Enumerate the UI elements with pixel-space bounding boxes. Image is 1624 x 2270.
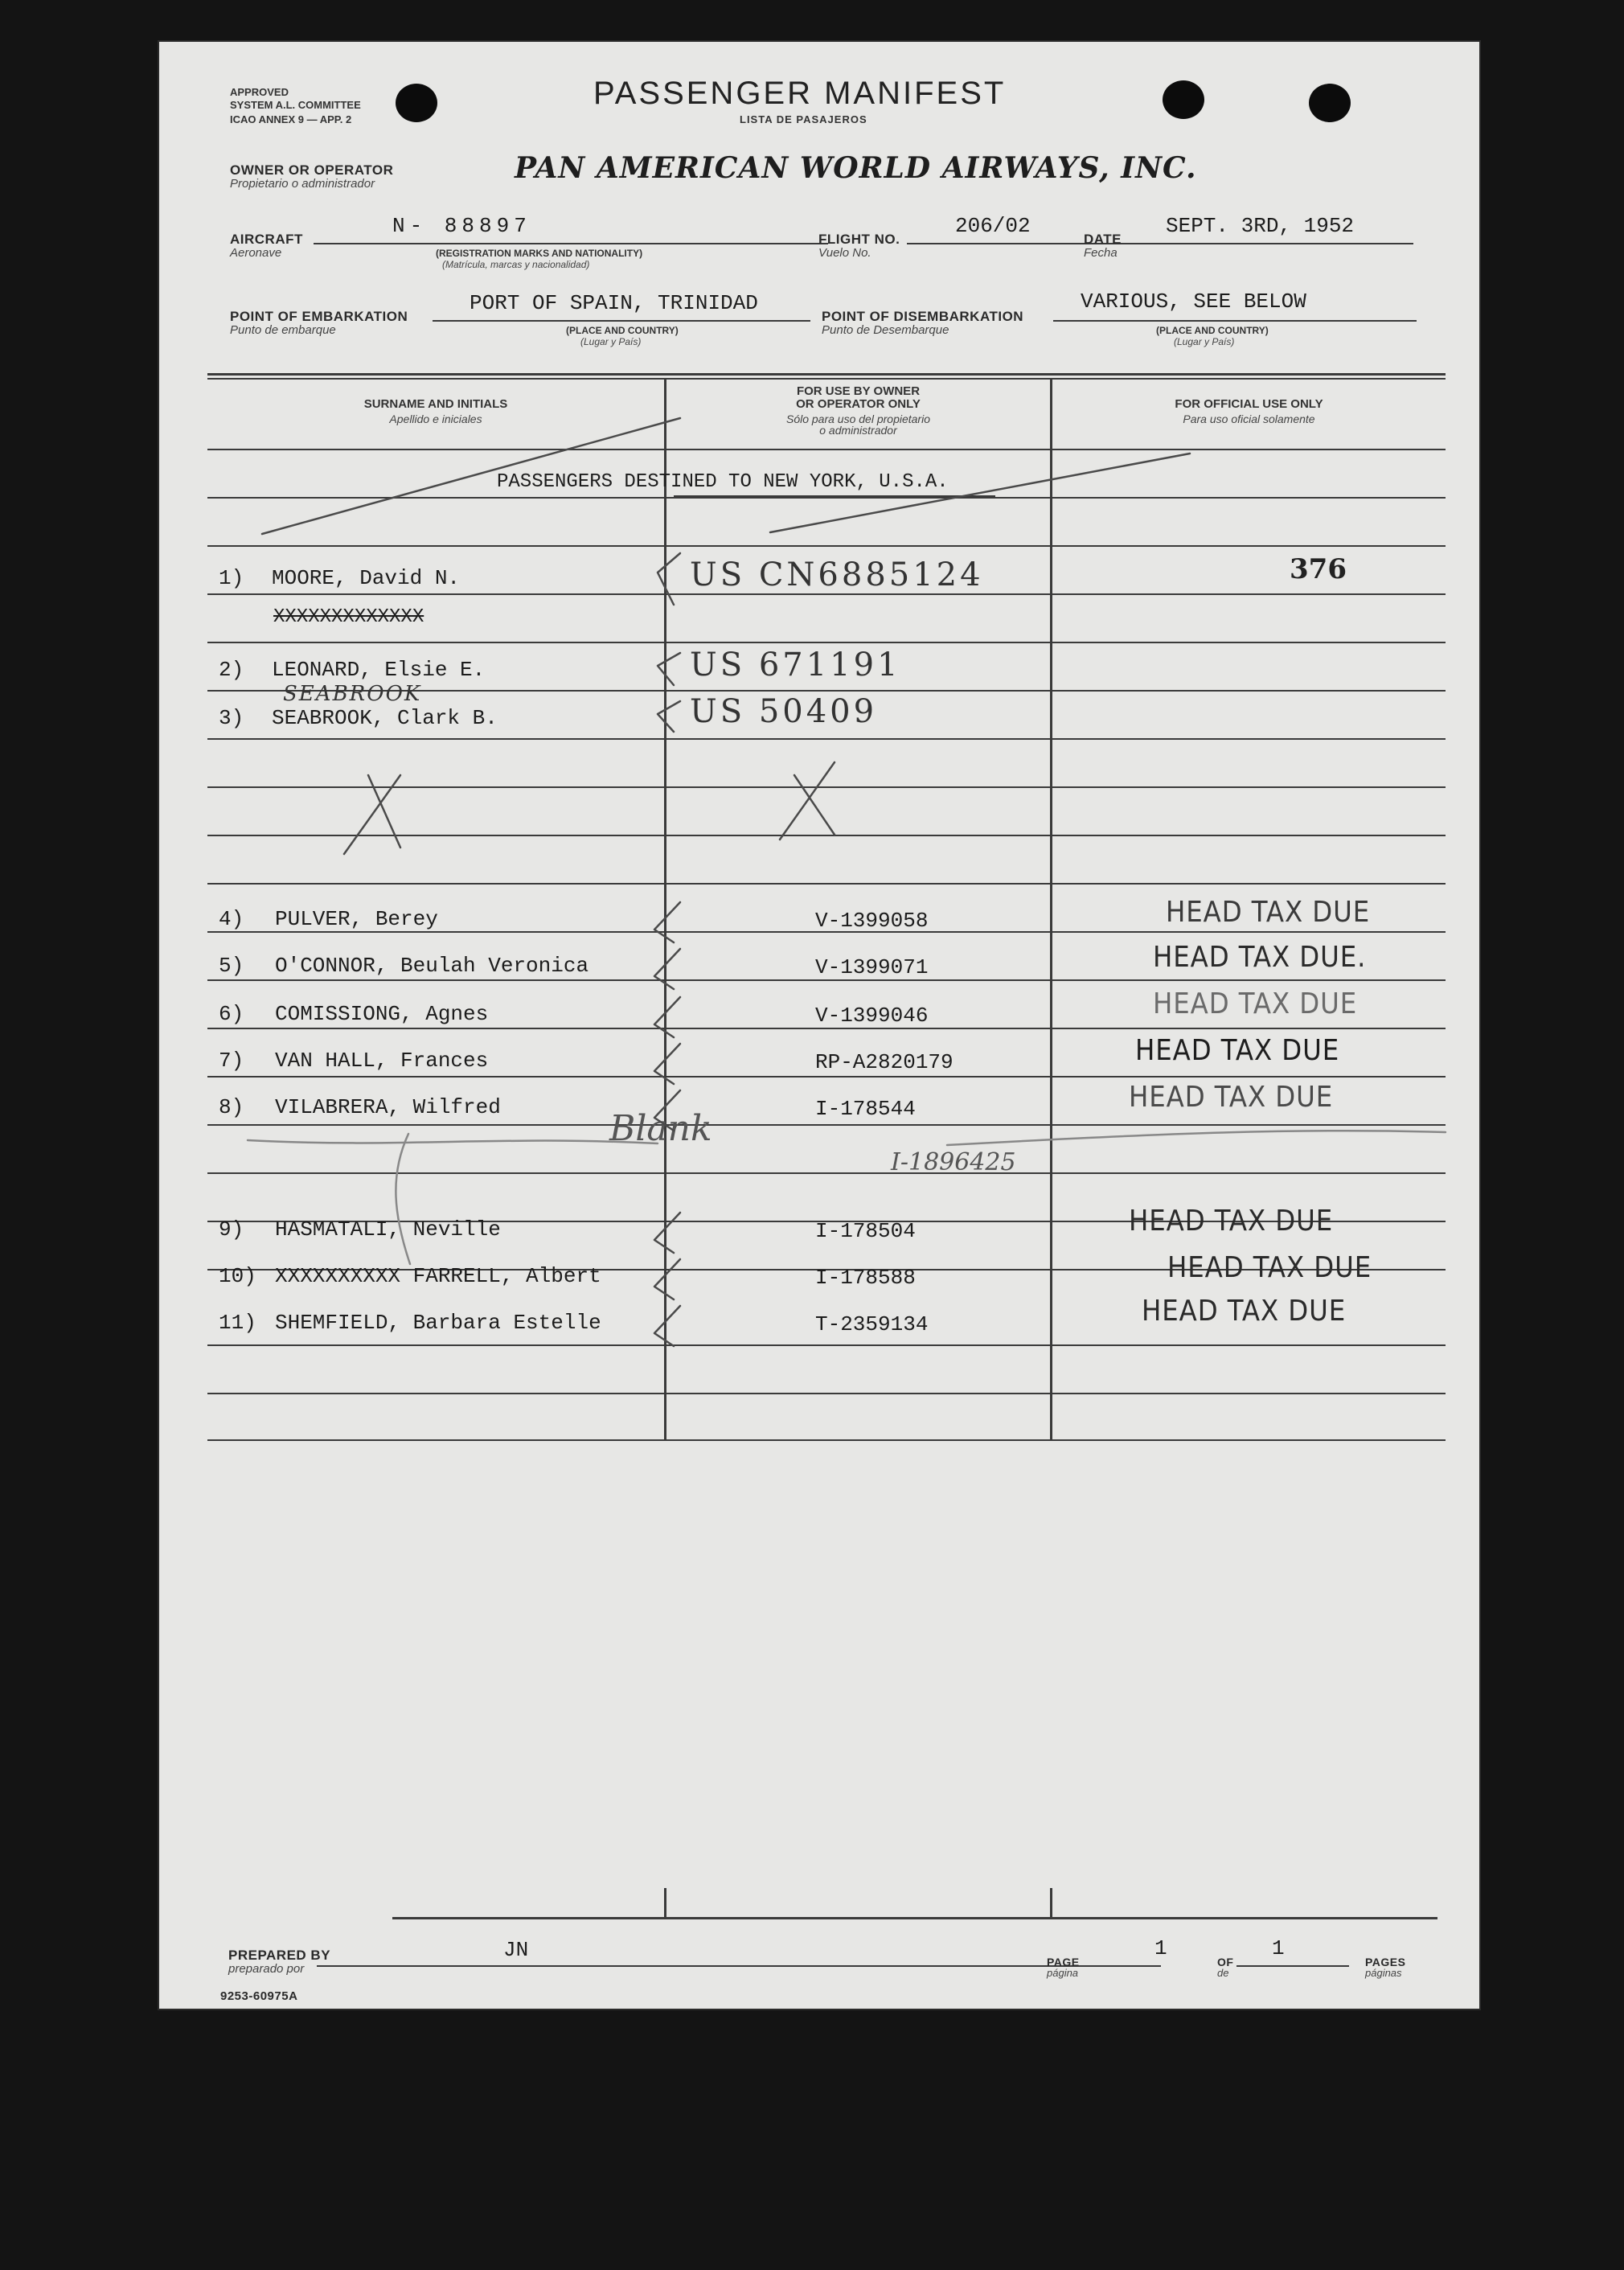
aircraft-registration: N- 88897	[392, 214, 531, 238]
row-number: 10)	[219, 1264, 256, 1288]
passenger-name: VAN HALL, Frances	[275, 1049, 489, 1073]
registration-note-es: (Matrícula, marcas y nacionalidad)	[442, 259, 590, 270]
flight-date: SEPT. 3RD, 1952	[1166, 214, 1355, 238]
registration-note: (REGISTRATION MARKS AND NATIONALITY)	[436, 248, 643, 259]
page-label: PAGE	[1047, 1956, 1080, 1968]
passenger-name: COMISSIONG, Agnes	[275, 1002, 489, 1026]
approval-line-2: SYSTEM A.L. COMMITTEE	[230, 99, 361, 111]
embarkation-place-note-es: (Lugar y País)	[580, 336, 642, 347]
official-entry: HEAD TAX DUE.	[1153, 941, 1367, 974]
passenger-name: LEONARD, Elsie E.	[272, 658, 486, 682]
manifest-sheet	[159, 42, 1479, 2009]
passenger-document: US 671191	[690, 647, 901, 683]
column-header-operator-es-a: Sólo para uso del propietario	[785, 413, 930, 425]
flight-number: 206/02	[955, 214, 1031, 238]
prepared-label: PREPARED BY	[228, 1948, 331, 1963]
passenger-name: VILABRERA, Wilfred	[275, 1095, 501, 1119]
of-label: OF	[1217, 1956, 1234, 1968]
page-title: PASSENGER MANIFEST	[593, 76, 1007, 111]
handwritten-seabrook: SEABROOK	[283, 682, 422, 706]
flight-label-es: Vuelo No.	[818, 246, 871, 260]
date-label-es: Fecha	[1084, 246, 1118, 260]
approval-line-3: ICAO ANNEX 9 — APP. 2	[230, 113, 352, 125]
row-number: 5)	[219, 954, 244, 978]
owner-label-es: Propietario o administrador	[230, 177, 375, 191]
passenger-document: I-178588	[815, 1266, 916, 1290]
owner-label: OWNER OR OPERATOR	[230, 162, 394, 178]
row-number: 2)	[219, 658, 244, 682]
official-entry: HEAD TAX DUE	[1129, 1205, 1334, 1238]
column-header-operator-es-b: o administrador	[819, 424, 897, 437]
flight-label: FLIGHT NO.	[818, 232, 900, 247]
page-title-es: LISTA DE PASAJEROS	[740, 113, 867, 125]
row-number: 9)	[219, 1217, 244, 1242]
of-label-es: de	[1217, 1967, 1229, 1979]
passenger-document: I-178504	[815, 1219, 916, 1243]
row-number: 11)	[219, 1311, 256, 1335]
date-label: DATE	[1084, 232, 1122, 247]
passenger-document: V-1399071	[815, 955, 929, 979]
disembarkation-label-es: Punto de Desembarque	[822, 323, 949, 337]
column-header-official-es: Para uso oficial solamente	[1183, 413, 1315, 425]
passenger-document: RP-A2820179	[815, 1050, 953, 1074]
struck-entry: XXXXXXXXXXXXX	[273, 606, 424, 628]
passenger-name: SHEMFIELD, Barbara Estelle	[275, 1311, 601, 1335]
passenger-name: HASMATALI, Neville	[275, 1217, 501, 1242]
official-entry: HEAD TAX DUE	[1166, 896, 1371, 929]
column-header-surname: SURNAME AND INITIALS	[363, 397, 508, 411]
row-number: 3)	[219, 706, 244, 730]
page-number: 1	[1154, 1936, 1167, 1960]
passenger-name: MOORE, David N.	[272, 566, 461, 590]
pages-label-es: páginas	[1365, 1967, 1402, 1979]
embarkation-point: PORT OF SPAIN, TRINIDAD	[470, 291, 758, 315]
column-header-official: FOR OFFICIAL USE ONLY	[1175, 397, 1323, 411]
passenger-document: V-1399058	[815, 909, 929, 933]
column-header-surname-es: Apellido e iniciales	[389, 413, 482, 425]
passenger-document: US 50409	[690, 693, 878, 730]
disembarkation-place-note: (PLACE AND COUNTRY)	[1156, 325, 1269, 336]
prepared-label-es: preparado por	[228, 1962, 305, 1976]
passenger-document: V-1399046	[815, 1004, 929, 1028]
prepared-by: JN	[503, 1938, 529, 1962]
row-number: 8)	[219, 1095, 244, 1119]
official-entry: HEAD TAX DUE	[1129, 1081, 1334, 1114]
row-number: 6)	[219, 1002, 244, 1026]
official-entry: HEAD TAX DUE	[1135, 1034, 1340, 1067]
destination-heading: PASSENGERS DESTINED TO NEW YORK, U.S.A.	[497, 471, 949, 493]
official-entry: HEAD TAX DUE	[1153, 987, 1358, 1020]
official-entry: 376	[1290, 553, 1347, 585]
embarkation-label-es: Punto de embarque	[230, 323, 336, 337]
page-label-es: página	[1047, 1967, 1079, 1979]
row-number: 7)	[219, 1049, 244, 1073]
disembarkation-point: VARIOUS, SEE BELOW	[1081, 289, 1306, 314]
row-number: 4)	[219, 907, 244, 931]
official-entry: HEAD TAX DUE	[1142, 1295, 1347, 1328]
passenger-document: T-2359134	[815, 1312, 929, 1336]
passenger-name: XXXXXXXXXX FARRELL, Albert	[275, 1264, 601, 1288]
column-header-operator-b: OR OPERATOR ONLY	[796, 397, 921, 411]
handwritten-correction: I-1896425	[891, 1148, 1016, 1176]
total-pages: 1	[1272, 1936, 1285, 1960]
column-header-operator-a: FOR USE BY OWNER	[796, 384, 921, 398]
pages-label: PAGES	[1365, 1956, 1406, 1968]
aircraft-label-es: Aeronave	[230, 246, 282, 260]
embarkation-label: POINT OF EMBARKATION	[230, 309, 408, 324]
passenger-name: SEABROOK, Clark B.	[272, 706, 498, 730]
operator-name: PAN AMERICAN WORLD AIRWAYS, INC.	[515, 151, 1197, 185]
aircraft-label: AIRCRAFT	[230, 232, 303, 247]
disembarkation-label: POINT OF DISEMBARKATION	[822, 309, 1024, 324]
passenger-name: PULVER, Berey	[275, 907, 438, 931]
embarkation-place-note: (PLACE AND COUNTRY)	[566, 325, 679, 336]
passenger-document: I-178544	[815, 1097, 916, 1121]
pen-marks	[159, 42, 1479, 2009]
official-entry: HEAD TAX DUE	[1167, 1251, 1372, 1284]
approval-line-1: APPROVED	[230, 86, 289, 98]
disembarkation-place-note-es: (Lugar y País)	[1174, 336, 1235, 347]
passenger-document: US CN6885124	[690, 556, 984, 593]
form-number: 9253-60975A	[220, 1989, 298, 2003]
passenger-name: O'CONNOR, Beulah Veronica	[275, 954, 589, 978]
handwritten-blank: Blank	[609, 1108, 712, 1149]
row-number: 1)	[219, 566, 244, 590]
